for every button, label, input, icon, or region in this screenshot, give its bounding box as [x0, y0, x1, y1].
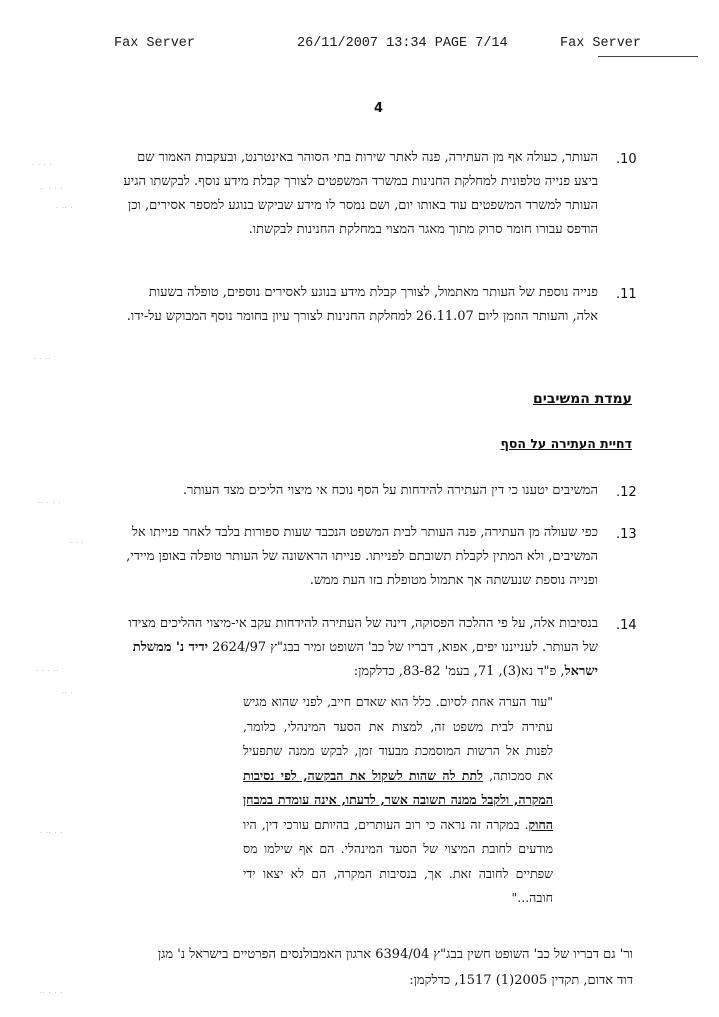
paragraph-10 — [120, 146, 598, 242]
paragraph-13 — [120, 521, 598, 593]
fax-header-right: Fax Server — [560, 36, 642, 51]
case-name: ידיד נ' ממשלת ישראל — [132, 640, 598, 679]
paragraph-text-end: , פ"ד נא(3), 71, בעמ' 83-82, כדלקמן: — [353, 664, 565, 679]
quote-text — [243, 690, 553, 911]
paragraph-number: .11 — [616, 287, 637, 302]
scan-speck: · · · — [70, 540, 85, 547]
block-quote — [243, 690, 553, 911]
subsection-heading: דחיית העתירה על הסף — [500, 436, 632, 451]
scan-speck: · · · ·· — [36, 668, 60, 675]
fax-header — [0, 36, 719, 54]
scan-speck: · · ·· — [34, 356, 52, 363]
paragraph-text — [120, 612, 598, 684]
paragraph-text: פנייה נוספת של העותר מאתמול, לצורך קבלת מידע בנוגע לאסירים נוספים, טופלה בשעות אלה, והעותר הוזמן ליום 26.11.07 למחלקת החנינות לצורך עיון בחומר נוסף המבוקש על-ידו. — [126, 285, 598, 324]
paragraph-text: כפי שעולה מן העתירה, פנה העותר לבית המשפט הנכבד שעות ספורות בלבד לאחר פנייתו אל המשיבים, ולא המתין לקבלת תשובתם לפנייתו. פנייתו הראשונה של העותר טופלה באופן מיידי, ופנייה נוספת שנעשתה אך אתמול מטופלת בזו העת ממש. — [126, 525, 598, 588]
quote-text-end: . במקרה זה נראה כי רוב העותרים, בהיותם עורכי דין, היו מודעים לחובת המיצוי של הסעד המינהלי. הם אף שילמו מס שפתיים לחובה זאת. אך, בנסיבות המקרה, הם לא יצאו ידי חובה..." — [243, 816, 553, 905]
scan-speck: · ·· · · — [40, 830, 64, 837]
scan-speck: ·· · — [62, 690, 74, 697]
scan-speck: ·· · · · — [40, 990, 64, 997]
quote-text-start: "עוד הערה אחת לסיום. כלל הוא שאדם חייב, לפני שהוא מגיש עתירה לבית משפט זה, למצות את הסעד המינהלי, כלומר, לפנות אל הרשות המוסמכת מבעוד זמן, לבקש ממנה שתפעיל את סמכותה, — [243, 694, 553, 783]
paragraph-number: .10 — [616, 152, 637, 167]
paragraph-12 — [120, 479, 598, 503]
closing-paragraph — [138, 942, 633, 994]
paragraph-text: ור' גם דבריו של כב' השופט חשין בבג"ץ 6394/04 ארגון האמבולנסים הפרטיים בישראל נ' מגן דוד אדום, תקדין 2005(1) 1517, כדלקמן: — [157, 947, 633, 988]
paragraph-11 — [120, 281, 598, 329]
paragraph-number: .12 — [616, 485, 637, 500]
scan-speck: · ·· · — [56, 205, 74, 212]
section-heading: עמדת המשיבים — [532, 391, 632, 407]
page-number: 4 — [374, 101, 384, 116]
fax-header-rule — [598, 56, 698, 57]
paragraph-text-start: בנסיבות אלה, על פי ההלכה הפסוקה, דינה של העתירה להידחות עקב אי-מיצוי ההליכים מצידו של העותר. לענייננו יפים, אפוא, דבריו של כב' השופט זמיר בבג"ץ 2624/97 — [128, 616, 598, 655]
paragraph-14 — [120, 612, 598, 684]
quote-emphasis: לתת לה שהות לשקול את הבקשה, לפי נסיבות המקרה, ולקבל ממנה תשובה אשר, לדעתו, אינה עומדת במבחן החוק — [243, 767, 553, 832]
scan-speck: · · · · — [32, 162, 53, 169]
fax-header-date-page: 26/11/2007 13:34 PAGE 7/14 — [297, 36, 508, 51]
paragraph-text: העותר, כעולה אף מן העתירה, פנה לאתר שירות בתי הסוהר באינטרנט, ובעקבות האמור שם ביצע פנייה טלפונית למחלקת החנינות במשרד המשפטים לצורך קבלת מידע נוסף. לבקשתו הגיע העותר למשרד המשפטים עוד באותו יום, ושם נמסר לו מידע שביקש בנוגע למספר אסירים, וכן הודפס עבורו חומר סרוק מתוך מאגר המצוי במחלקת החנינות לבקשתו. — [123, 150, 598, 237]
scan-speck: ·· · · · — [40, 186, 64, 193]
paragraph-number: .13 — [616, 527, 637, 542]
paragraph-text: המשיבים יטענו כי דין העתירה להידחות על הסף נוכח אי מיצוי הליכים מצד העותר. — [182, 483, 598, 498]
fax-header-left: Fax Server — [114, 36, 196, 51]
paragraph-number: .14 — [616, 618, 637, 633]
scan-speck: ·· · · · — [38, 500, 62, 507]
